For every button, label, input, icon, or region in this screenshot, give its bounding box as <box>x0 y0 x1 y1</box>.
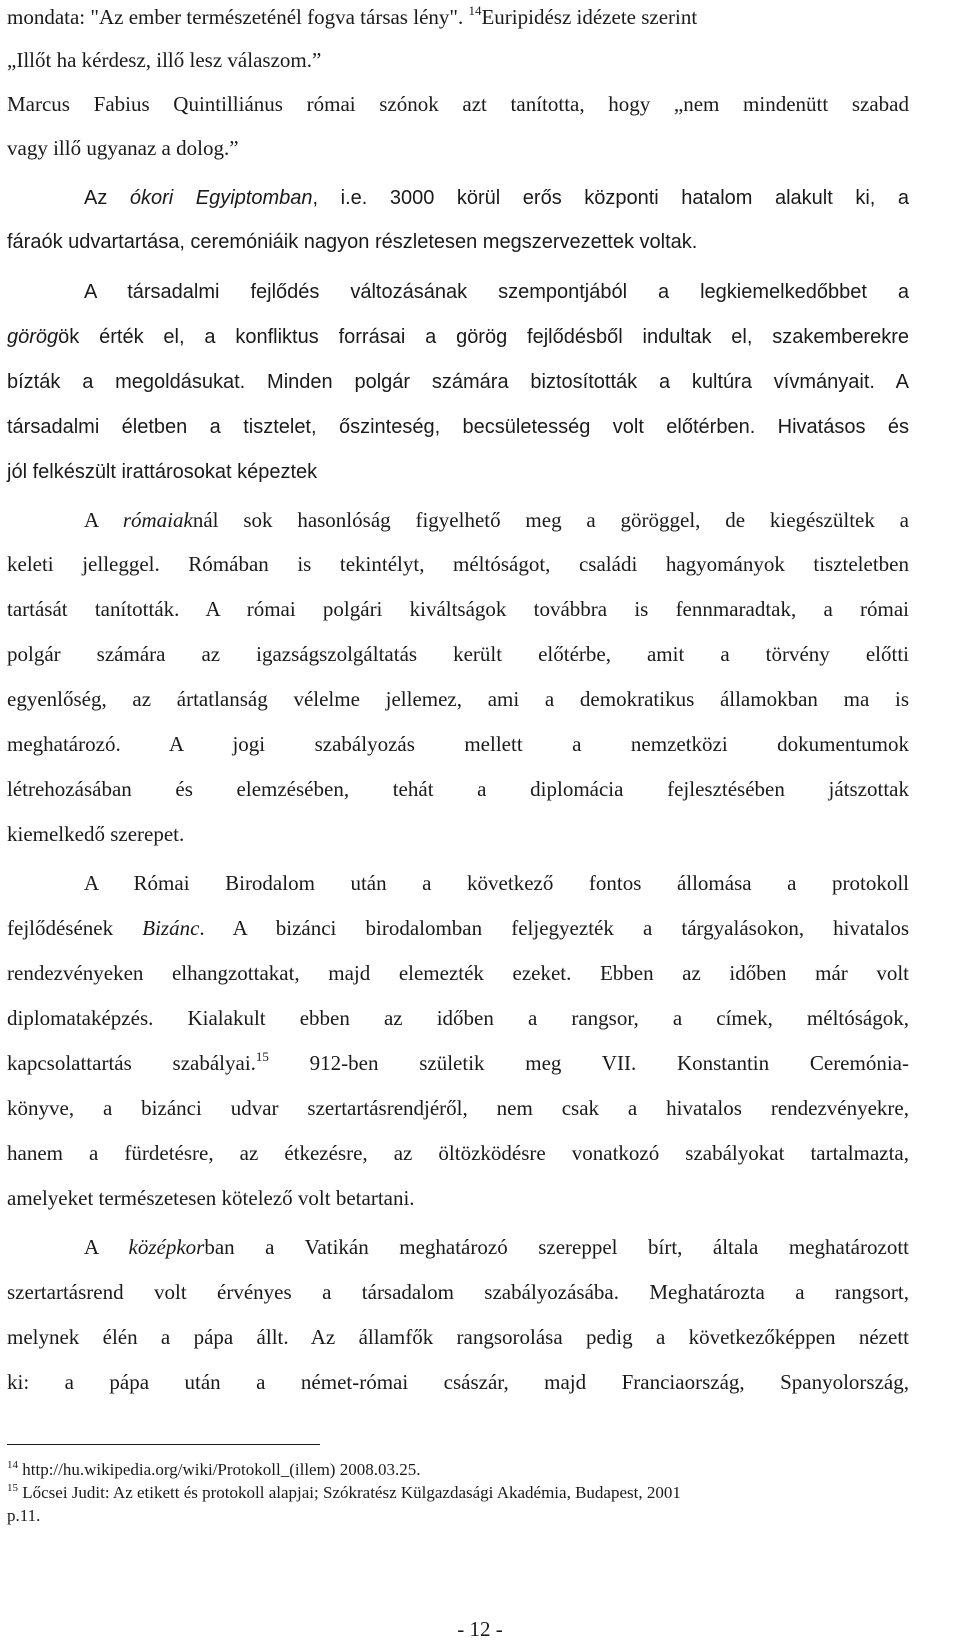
text-line <box>7 687 909 711</box>
text-run: könyve, a bizánci udvar szertartásrendjéről, nem csak a hivatalos rendezvényekre, <box>7 1096 909 1120</box>
text-line <box>84 508 909 532</box>
text-line <box>7 1325 909 1349</box>
text-line <box>7 460 909 484</box>
emphasis: középkor <box>128 1235 205 1259</box>
text-run: . A bizánci birodalomban feljegyezték a tárgyalásokon, hivatalos <box>199 916 910 940</box>
text-line <box>7 597 909 621</box>
text-line <box>7 5 909 32</box>
text-run: nál sok hasonlóság figyelhető meg a göröggel, de kiegészültek a <box>192 508 910 532</box>
text-run: polgár számára az igazságszolgáltatás került előtérbe, amit a törvény előtti <box>7 642 909 666</box>
text-run: egyenlőség, az ártatlanság vélelme jellemez, ami a demokratikus államokban ma is <box>7 687 909 711</box>
text-line <box>84 1235 909 1259</box>
footnote-marker: 14 <box>468 3 482 18</box>
text-run: ban a Vatikán meghatározó szereppel bírt, általa meghatározott <box>204 1235 909 1259</box>
text-run: , i.e. 3000 körül erős központi hatalom alakult ki, a <box>312 187 909 209</box>
text-run: Marcus Fabius Quintilliánus római szónok azt tanította, hogy „nem mindenütt szabad <box>7 92 909 116</box>
text-run: ök érték el, a konfliktus forrásai a görög fejlődésből indultak el, szakemberekre <box>58 326 909 348</box>
text-run: tartását tanították. A római polgári kiváltságok továbbra is fennmaradtak, a római <box>7 597 909 621</box>
text-line <box>7 777 909 801</box>
text-run: létrehozásában és elemzésében, tehát a diplomácia fejlesztésében játszottak <box>7 777 909 801</box>
text-line <box>84 871 909 895</box>
text-run: Lőcsei Judit: Az etikett és protokoll alapjai; Szókratész Külgazdasági Akadémia, Budapest, 2001 <box>18 1483 681 1502</box>
text-line <box>7 1006 909 1030</box>
text-line <box>84 280 909 304</box>
text-run: mondata: "Az ember természeténél fogva társas lény". <box>7 5 469 29</box>
text-run: jól felkészült irattárosokat képeztek <box>7 461 318 483</box>
text-line <box>7 961 909 985</box>
text-run: keleti jelleggel. Rómában is tekintélyt, méltóságot, családi hagyományok tiszteletben <box>7 552 909 576</box>
text-run: fejlődésének <box>7 916 143 940</box>
text-run: http://hu.wikipedia.org/wiki/Protokoll_(illem) 2008.03.25. <box>18 1460 421 1479</box>
text-line <box>7 48 909 72</box>
text-run: Az <box>84 187 130 209</box>
emphasis: Bizánc <box>142 916 200 940</box>
text-run: szertartásrend volt érvényes a társadalom szabályozásába. Meghatározta a rangsort, <box>7 1280 909 1304</box>
emphasis: ókori Egyiptomban <box>129 187 313 209</box>
footnote-marker: 15 <box>255 1049 269 1064</box>
text-line <box>7 325 909 349</box>
text-line <box>7 1280 909 1304</box>
text-run: kapcsolattartás szabályai. <box>7 1051 256 1075</box>
text-run: bízták a megoldásukat. Minden polgár számára biztosították a kultúra vívmányait. A <box>7 371 909 393</box>
text-run: 912-ben születik meg VII. Konstantin Ceremónia- <box>268 1051 909 1075</box>
text-line <box>7 916 909 940</box>
text-line <box>7 136 909 160</box>
text-line <box>7 370 909 394</box>
text-run: meghatározó. A jogi szabályozás mellett a nemzetközi dokumentumok <box>7 732 909 756</box>
text-run: melynek élén a pápa állt. Az államfők rangsorolása pedig a következőképpen nézett <box>7 1325 909 1349</box>
footnote <box>7 1460 917 1482</box>
text-run: fáraók udvartartása, ceremóniáik nagyon részletesen megszervezettek voltak. <box>7 231 698 253</box>
text-run: diplomataképzés. Kialakult ebben az időben a rangsor, a címek, méltóságok, <box>7 1006 909 1030</box>
text-line <box>7 1051 909 1078</box>
text-line <box>7 1096 909 1120</box>
text-run: „Illőt ha kérdesz, illő lesz válaszom.” <box>7 48 322 72</box>
text-line <box>7 1141 909 1165</box>
text-line <box>7 822 909 846</box>
text-run: Euripidész idézete szerint <box>481 5 698 29</box>
text-run: hanem a fürdetésre, az étkezésre, az öltözködésre vonatkozó szabályokat tartalmazta, <box>7 1141 909 1165</box>
text-run: vagy illő ugyanaz a dolog.” <box>7 136 239 160</box>
text-run: kiemelkedő szerepet. <box>7 822 185 846</box>
footnote <box>7 1483 917 1505</box>
text-run: A <box>84 508 123 532</box>
emphasis: rómaiak <box>122 508 193 532</box>
text-run: p.11. <box>7 1506 41 1525</box>
text-line <box>7 642 909 666</box>
text-line <box>7 1370 909 1394</box>
text-run: társadalmi életben a tisztelet, őszinteség, becsületesség volt előtérben. Hivatásos és <box>7 416 909 438</box>
text-run: A <box>84 1235 129 1259</box>
text-run: amelyeket természetesen kötelező volt betartani. <box>7 1186 415 1210</box>
text-line <box>7 230 909 254</box>
text-line <box>84 186 909 210</box>
footnote-separator <box>7 1444 320 1445</box>
text-line <box>7 552 909 576</box>
page-number: - 12 - <box>457 1617 503 1641</box>
footnote-marker: 14 <box>7 1459 18 1471</box>
text-line <box>7 415 909 439</box>
text-run: rendezvényeken elhangzottakat, majd elemezték ezeket. Ebben az időben már volt <box>7 961 909 985</box>
text-run: A Római Birodalom után a következő fontos állomása a protokoll <box>84 871 909 895</box>
text-line <box>7 92 909 116</box>
text-line <box>7 1186 909 1210</box>
text-run: A társadalmi fejlődés változásának szempontjából a legkiemelkedőbbet a <box>84 281 909 303</box>
footnote <box>7 1506 917 1526</box>
emphasis: görög <box>7 326 59 348</box>
text-line <box>7 732 909 756</box>
footnote-marker: 15 <box>7 1482 18 1494</box>
text-run: ki: a pápa után a német-római császár, majd Franciaország, Spanyolország, <box>7 1370 909 1394</box>
